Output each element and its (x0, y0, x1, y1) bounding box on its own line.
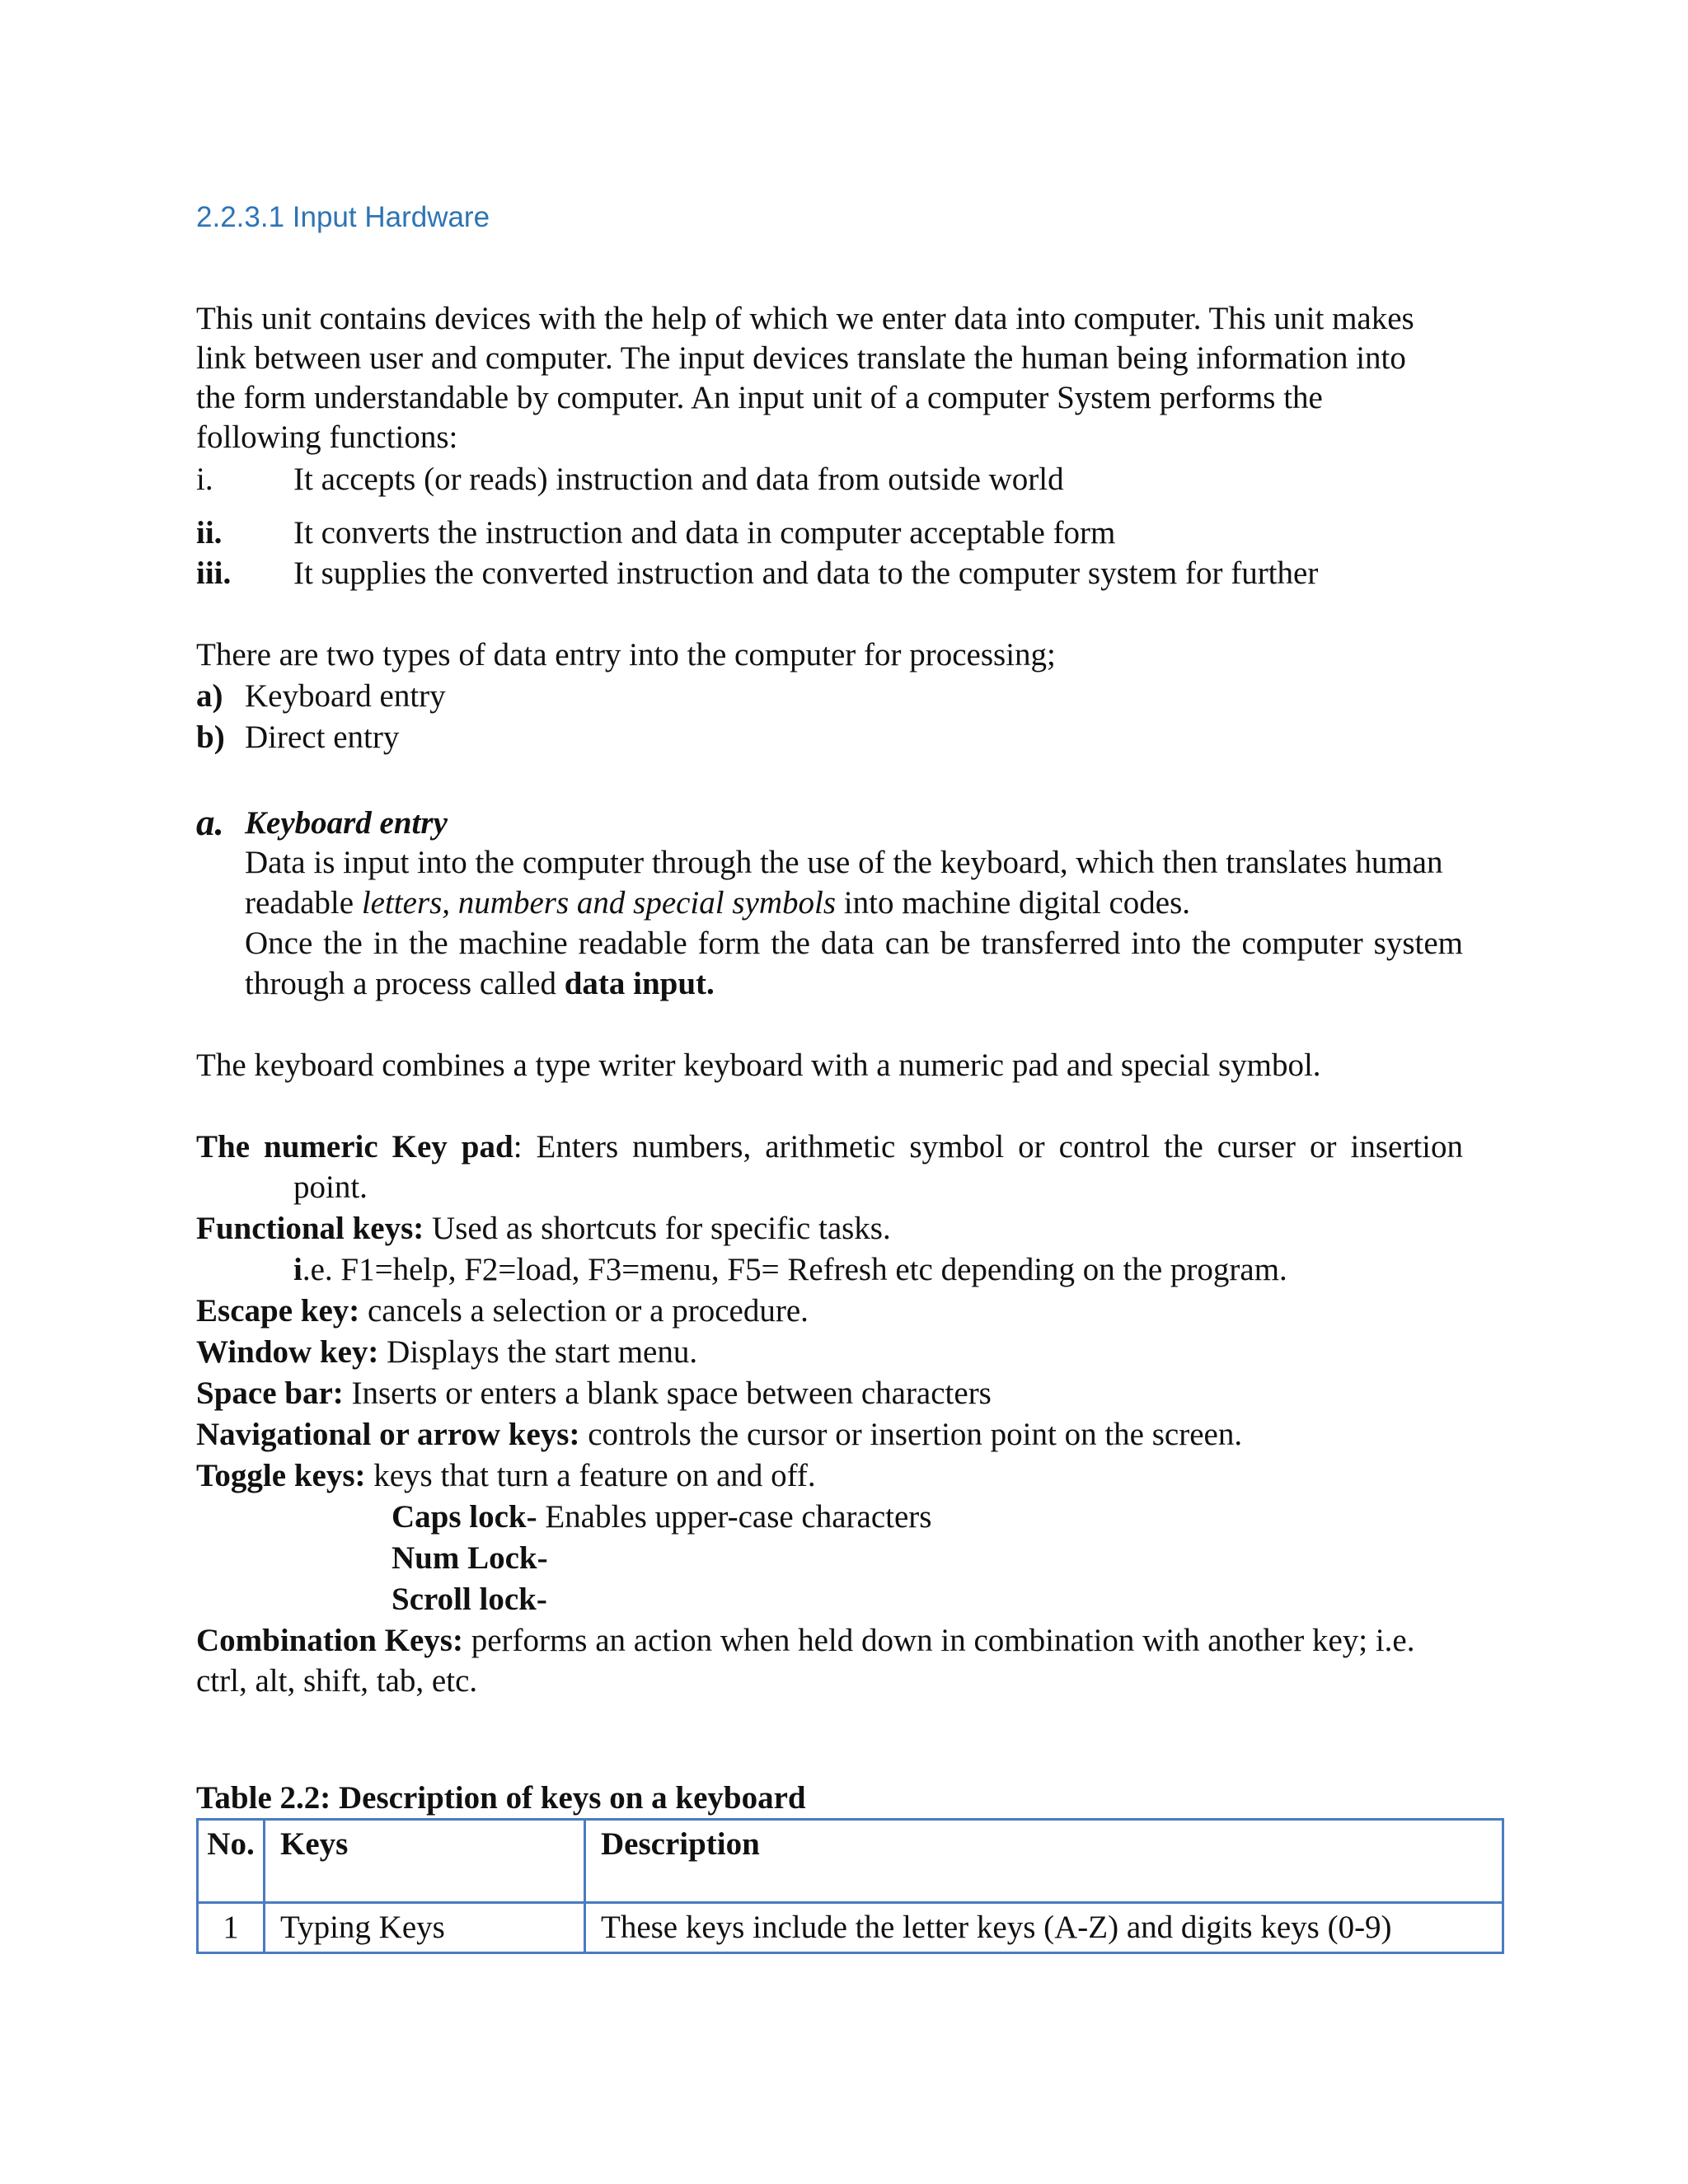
intro-line: the form understandable by computer. An input unit of a computer System performs the (196, 380, 1323, 415)
keyboard-entry-bold: data input. (564, 966, 715, 1001)
def-term: Space bar: (196, 1376, 344, 1411)
def-term: Functional keys: (196, 1211, 424, 1246)
intro-line: following functions: (196, 419, 458, 455)
function-num: iii. (196, 555, 232, 591)
key-def (196, 1373, 992, 1414)
combination-keys-def (196, 1620, 1415, 1661)
keyboard-entry-label: a. (196, 802, 224, 843)
keys-table (196, 1818, 1504, 1954)
keyboard-entry-line: Once the in the machine readable form the data can be transferred into the computer system (245, 926, 1463, 961)
def-desc: Displays the start menu. (378, 1334, 698, 1370)
toggle-key-item (392, 1538, 548, 1579)
toggle-key-desc: Enables upper-case characters (537, 1499, 932, 1535)
table-caption: Table 2.2: Description of keys on a keyboard (196, 1780, 806, 1816)
def-term: Toggle keys: (196, 1458, 366, 1493)
table-header-row (198, 1820, 1503, 1903)
intro-line: link between user and computer. The input devices translate the human being information into (196, 340, 1406, 376)
keyboard-entry-text: readable (245, 885, 362, 921)
def-term: The numeric Key pad (196, 1129, 513, 1165)
def-desc: Used as shortcuts for specific tasks. (424, 1211, 891, 1246)
def-desc: performs an action when held down in combination with another key; i.e. (462, 1623, 1415, 1658)
function-num: ii. (196, 515, 223, 551)
table-cell: Typing Keys (265, 1903, 585, 1953)
toggle-key-term: Caps lock- (392, 1499, 537, 1535)
toggle-key-term: Num Lock- (392, 1540, 548, 1576)
table-header-cell: Keys (265, 1820, 585, 1903)
function-text: It supplies the converted instruction and data to the computer system for further (293, 555, 1319, 591)
toggle-key-item (392, 1497, 931, 1538)
entry-type-label: b) (196, 719, 225, 755)
entry-type-text: Keyboard entry (245, 678, 446, 714)
def-desc: Inserts or enters a blank space between characters (343, 1376, 992, 1411)
functional-keys-example (293, 1249, 1287, 1291)
entry-type-label: a) (196, 678, 223, 714)
entry-type-text: Direct entry (245, 719, 400, 755)
functional-keys-def (196, 1208, 891, 1249)
def-term: Navigational or arrow keys: (196, 1417, 580, 1452)
key-def (196, 1455, 816, 1497)
section-heading: 2.2.3.1 Input Hardware (196, 201, 490, 233)
table-header-cell: No. (198, 1820, 265, 1903)
keyboard-entry-title: Keyboard entry (245, 805, 448, 841)
toggle-key-item (392, 1579, 547, 1620)
def-desc: cancels a selection or a procedure. (359, 1293, 809, 1329)
def-desc: controls the cursor or insertion point on the screen. (579, 1417, 1243, 1452)
keyboard-entry-line (245, 883, 1190, 924)
combination-keys-def-cont: ctrl, alt, shift, tab, etc. (196, 1663, 478, 1699)
function-text: It accepts (or reads) instruction and data from outside world (293, 462, 1064, 497)
table-cell: These keys include the letter keys (A-Z) and digits keys (0-9) (585, 1903, 1503, 1953)
keyboard-entry-italic: letters, numbers and special symbols (361, 885, 837, 921)
toggle-key-term: Scroll lock- (392, 1582, 547, 1617)
def-desc: : Enters numbers, arithmetic symbol or control the curser or insertion (513, 1129, 1464, 1165)
intro-line: This unit contains devices with the help of which we enter data into computer. This unit makes (196, 301, 1414, 336)
table-row (198, 1903, 1503, 1953)
keyboard-combo-text: The keyboard combines a type writer keyboard with a numeric pad and special symbol. (196, 1047, 1321, 1083)
keyboard-entry-line (245, 963, 715, 1005)
numeric-keypad-def-cont: point. (293, 1169, 368, 1205)
function-num: i. (196, 462, 213, 497)
key-def (196, 1291, 809, 1332)
table-cell: 1 (198, 1903, 265, 1953)
keyboard-entry-text: into machine digital codes. (836, 885, 1191, 921)
def-term: Escape key: (196, 1293, 360, 1329)
example-text: .e. F1=help, F2=load, F3=menu, F5= Refresh etc depending on the program. (302, 1252, 1287, 1287)
def-desc: keys that turn a feature on and off. (365, 1458, 816, 1493)
keyboard-entry-text: through a process called (245, 966, 565, 1001)
key-def (196, 1332, 697, 1373)
table-header-cell: Description (585, 1820, 1503, 1903)
def-term: Window key: (196, 1334, 379, 1370)
entry-intro: There are two types of data entry into the computer for processing; (196, 637, 1056, 673)
def-term: Combination Keys: (196, 1623, 463, 1658)
key-def (196, 1414, 1242, 1455)
keyboard-entry-line: Data is input into the computer through the use of the keyboard, which then translates human (245, 845, 1443, 880)
function-text: It converts the instruction and data in computer acceptable form (293, 515, 1116, 551)
example-prefix: i (293, 1252, 302, 1287)
numeric-keypad-def (196, 1127, 1463, 1168)
